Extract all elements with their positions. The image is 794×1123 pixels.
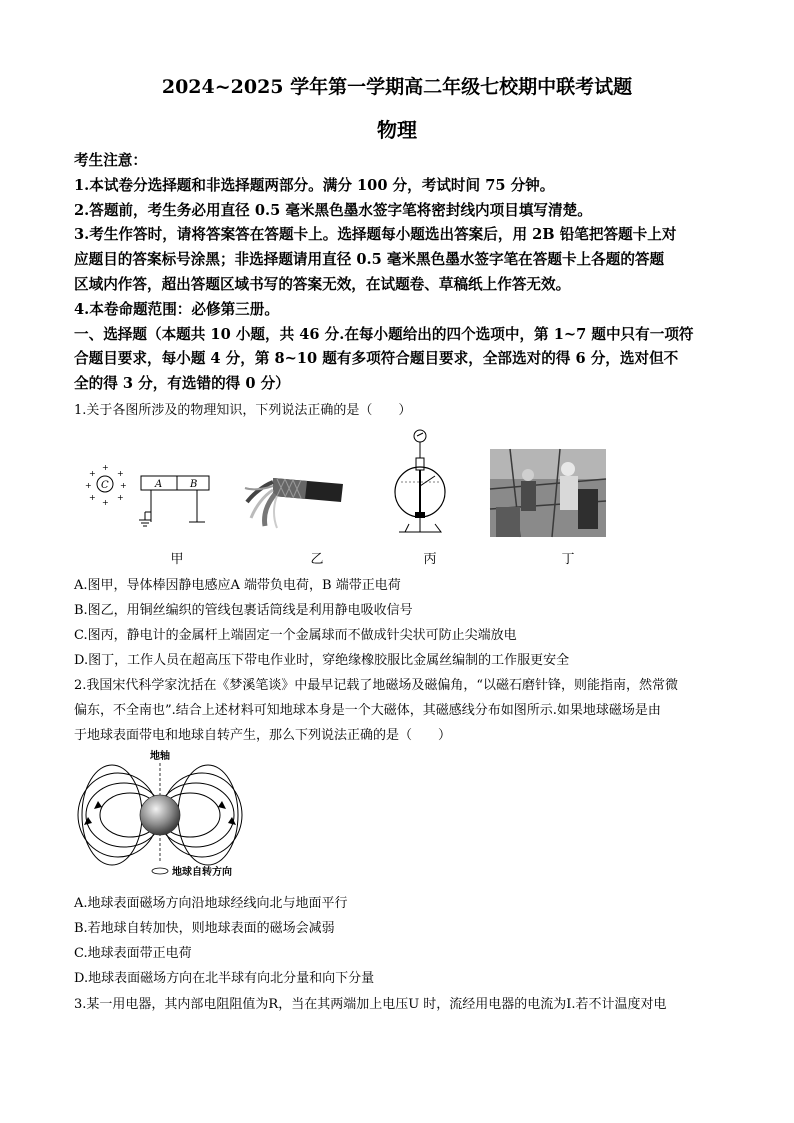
rotation-label: 地球自转方向 <box>172 867 232 878</box>
svg-text:+: + <box>117 493 124 502</box>
q1-option: D.图丁，工作人员在超高压下带电作业时，穿绝缘橡胶服比金属丝编制的工作服更安全 <box>74 653 570 668</box>
q1-figure-bing <box>385 428 455 540</box>
q3-stem: 3.某一用电器，其内部电阻阻值为R，当在其两端加上电压U 时，流经用电器的电流为I.若不计温度对电 <box>74 997 667 1012</box>
q1-stem: 1.关于各图所涉及的物理知识，下列说法正确的是（ ） <box>74 403 412 418</box>
q2-option: C.地球表面带正电荷 <box>74 946 192 961</box>
rod-a-label: A <box>155 479 163 490</box>
q1-figure-yi <box>243 460 353 530</box>
notice-item: 1.本试卷分选择题和非选择题两部分。满分 100 分，考试时间 75 分钟。 <box>74 177 555 194</box>
q1-option: C.图丙，静电计的金属杆上端固定一个金属球而不做成针尖状可防止尖端放电 <box>74 628 517 643</box>
q1-figure-ding <box>490 449 606 537</box>
section-heading: 合题目要求，每小题 4 分，第 8~10 题有多项符合题目要求，全部选对的得 6 分，选对但不 <box>74 350 679 367</box>
notice-item: 区域内作答，超出答题区域书写的答案无效，在试题卷、草稿纸上作答无效。 <box>74 276 571 293</box>
q2-option: B.若地球自转加快，则地球表面的磁场会减弱 <box>74 921 335 936</box>
svg-text:+: + <box>102 498 109 507</box>
earth-globe-icon <box>140 795 180 835</box>
charge-label: C <box>101 480 109 491</box>
svg-text:+: + <box>102 463 109 472</box>
notice-heading: 考生注意： <box>74 152 147 169</box>
svg-text:+: + <box>120 481 127 490</box>
svg-text:+: + <box>89 493 96 502</box>
q2-stem: 偏东，不全南也”.结合上述材料可知地球本身是一个大磁体，其磁感线分布如图所示.如果地球磁场是由 <box>74 703 661 718</box>
q1-option: A.图甲，导体棒因静电感应A 端带负电荷，B 端带正电荷 <box>74 578 401 593</box>
q1-caption: 乙 <box>310 552 324 567</box>
section-heading: 一、选择题（本题共 10 小题，共 46 分.在每小题给出的四个选项中，第 1~7 题中只有一项符 <box>74 326 694 343</box>
axis-label: 地轴 <box>150 751 170 762</box>
notice-item: 4.本卷命题范围：必修第三册。 <box>74 301 279 318</box>
section-heading: 全的得 3 分，有选错的得 0 分） <box>74 375 290 392</box>
q2-option: A.地球表面磁场方向沿地球经线向北与地面平行 <box>74 896 348 911</box>
q2-stem: 2.我国宋代科学家沈括在《梦溪笔谈》中最早记载了地磁场及磁偏角，“以磁石磨针锋，则能指南，然常微 <box>74 678 679 693</box>
q1-caption: 丁 <box>561 552 575 567</box>
notice-item: 应题目的答案标号涂黑；非选择题请用直径 0.5 毫米黑色墨水签字笔在答题卡上各题的答题 <box>74 251 665 268</box>
exam-title: 2024~2025 学年第一学期高二年级七校期中联考试题 <box>161 76 633 98</box>
q2-figure-earth-field <box>80 745 250 883</box>
svg-text:+: + <box>85 481 92 490</box>
svg-text:+: + <box>117 469 124 478</box>
notice-item: 3.考生作答时，请将答案答在答题卡上。选择题每小题选出答案后，用 2B 铅笔把答题卡上对 <box>74 226 677 243</box>
svg-text:+: + <box>89 469 96 478</box>
q2-stem: 于地球表面带电和地球自转产生，那么下列说法正确的是（ ） <box>74 728 452 743</box>
charge-sphere-icon <box>85 463 127 507</box>
subject-title: 物理 <box>377 118 417 142</box>
notice-item: 2.答题前，考生务必用直径 0.5 毫米黑色墨水签字笔将密封线内项目填写清楚。 <box>74 202 592 219</box>
q1-figure-jia <box>85 462 215 532</box>
q2-option: D.地球表面磁场方向在北半球有向北分量和向下分量 <box>74 971 375 986</box>
rod-b-label: B <box>190 479 198 490</box>
q1-option: B.图乙，用铜丝编织的管线包裹话筒线是利用静电吸收信号 <box>74 603 413 618</box>
q1-caption: 丙 <box>423 552 437 567</box>
q1-caption: 甲 <box>170 552 184 567</box>
